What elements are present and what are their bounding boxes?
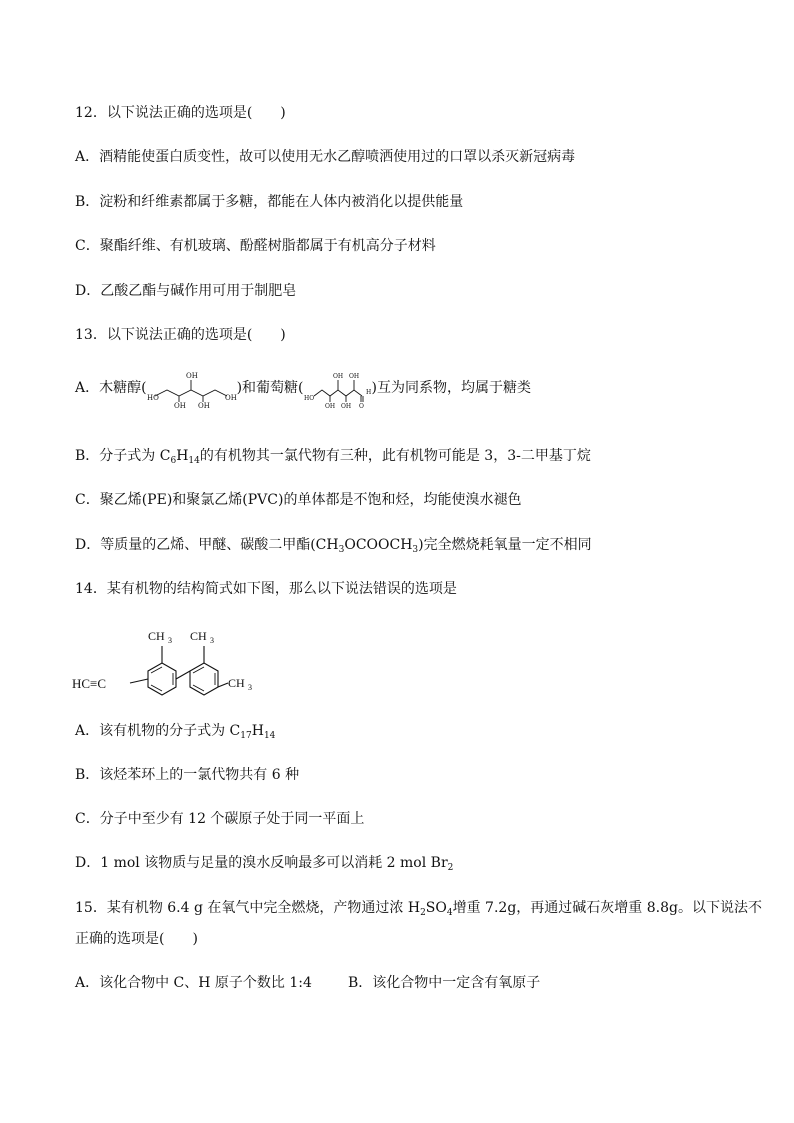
- svg-text:OH: OH: [324, 403, 335, 408]
- svg-text:3: 3: [168, 636, 172, 645]
- q12-option-c: C．聚酯纤维、有机玻璃、酚醛树脂都属于有机高分子材料: [75, 238, 436, 254]
- q13-option-d: D．等质量的乙烯、甲醚、碳酸二甲酯$(CH_3OCOOCH_3)$完全燃烧耗氧量一定不相同: [75, 537, 592, 555]
- svg-text:HO: HO: [146, 394, 159, 402]
- svg-text:OH: OH: [348, 373, 359, 380]
- q15-option-a: A．该化合物中 C、H 原子个数比 1:4: [75, 975, 312, 991]
- svg-text:CH: CH: [148, 629, 165, 643]
- svg-text:H: H: [365, 389, 371, 396]
- q15-stem-line1: 15．某有机物 6.4 g 在氧气中完全燃烧，产物通过浓 $H_2SO_4$增重 7.2g，再通过碱石灰增重 8.8g。以下说法不: [75, 900, 762, 918]
- svg-text:O: O: [358, 403, 364, 408]
- q13-a-suffix: )互为同系物，均属于糖类: [371, 380, 531, 396]
- q13-stem: 13．以下说法正确的选项是( ): [75, 327, 286, 343]
- q15-option-b: B．该化合物中一定含有氧原子: [348, 975, 541, 991]
- q12-option-a: A．酒精能使蛋白质变性，故可以使用无水乙醇喷洒使用过的口罩以杀灭新冠病毒: [75, 149, 576, 165]
- svg-text:OH: OH: [224, 394, 237, 402]
- q12-option-d: D．乙酸乙酯与碱作用可用于制肥皂: [75, 283, 297, 299]
- svg-text:3: 3: [210, 636, 214, 645]
- svg-text:HC≡C: HC≡C: [72, 676, 107, 691]
- q13-a-prefix: A．木糖醇(: [75, 380, 147, 396]
- q13-option-c: C．聚乙烯(PE)和聚氯乙烯(PVC)的单体都是不饱和烃，均能使溴水褪色: [75, 492, 522, 508]
- svg-text:OH: OH: [197, 402, 210, 408]
- xylitol-structure: [147, 368, 237, 408]
- svg-text:HO: HO: [303, 395, 314, 402]
- svg-text:OH: OH: [173, 402, 186, 408]
- q14-option-c: C．分子中至少有 12 个碳原子处于同一平面上: [75, 811, 365, 827]
- svg-text:OH: OH: [332, 373, 343, 380]
- q14-option-b: B．该烃苯环上的一氯代物共有 6 种: [75, 767, 300, 783]
- svg-text:OH: OH: [185, 372, 198, 380]
- q12-option-b: B．淀粉和纤维素都属于多糖，都能在人体内被消化以提供能量: [75, 194, 464, 210]
- svg-text:OH: OH: [340, 403, 351, 408]
- q14-stem: 14．某有机物的结构简式如下图，那么以下说法错误的选项是: [75, 581, 457, 597]
- svg-text:CH: CH: [190, 629, 207, 643]
- q15-stem-line2: 正确的选项是( ): [75, 931, 198, 947]
- q12-stem: 12．以下说法正确的选项是( ): [75, 105, 286, 121]
- svg-text:3: 3: [248, 683, 252, 692]
- svg-text:CH: CH: [228, 676, 245, 690]
- q14-structure-diagram: [70, 622, 270, 702]
- glucose-structure: [304, 368, 372, 408]
- q13-option-a: [75, 368, 531, 408]
- q14-option-d: D．1 mol 该物质与足量的溴水反响最多可以消耗 2 mol $Br_2$: [75, 855, 454, 873]
- q13-option-b: B．分子式为 $C_6H_{14}$的有机物其一氯代物有三种，此有机物可能是 3，3-二甲基丁烷: [75, 448, 591, 466]
- q14-option-a: A．该有机物的分子式为 $C_{17}H_{14}$: [75, 723, 276, 741]
- q13-a-mid: )和葡萄糖(: [236, 380, 304, 396]
